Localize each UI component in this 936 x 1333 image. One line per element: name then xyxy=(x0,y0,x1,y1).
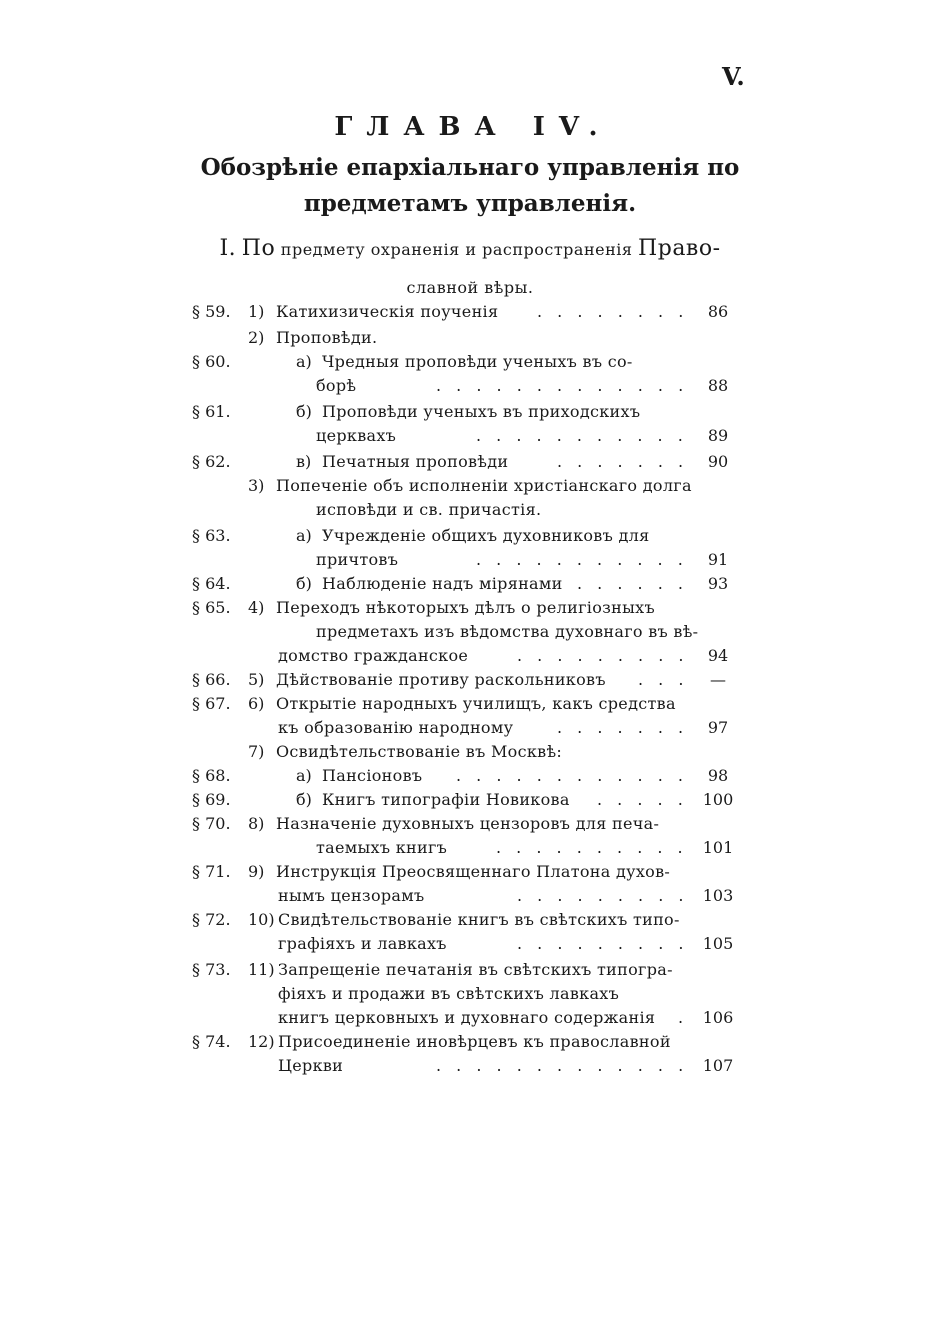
toc-row xyxy=(192,814,752,840)
toc-row xyxy=(192,742,752,768)
toc-item-text: графіяхъ и лавкахъ xyxy=(278,934,447,953)
toc-section-number: § 70. xyxy=(192,814,231,833)
toc-row xyxy=(192,1008,752,1034)
section-number: I. xyxy=(219,236,237,261)
toc-section-number: § 60. xyxy=(192,352,231,371)
toc-item-text: Проповѣди. xyxy=(276,328,378,347)
toc-row xyxy=(192,328,752,354)
toc-item-number: б) xyxy=(296,574,312,593)
toc-row xyxy=(192,526,752,552)
toc-row xyxy=(192,670,752,696)
toc-row xyxy=(192,862,752,888)
toc-item-text: Печатныя проповѣди xyxy=(322,452,509,471)
toc-item-text: Наблюденіе надъ мірянами xyxy=(322,574,563,593)
toc-leader-dots: . . . . . . . . . xyxy=(517,646,689,665)
toc-item-text: Попеченіе объ исполненіи христіанскаго долга xyxy=(276,476,692,495)
toc-row xyxy=(192,910,752,936)
toc-item-number: 12) xyxy=(248,1032,275,1051)
toc-row xyxy=(192,622,752,648)
toc-leader-dots: . . . xyxy=(638,670,689,689)
toc-section-number: § 65. xyxy=(192,598,231,617)
toc-item-text: фіяхъ и продажи въ свѣтскихъ лавкахъ xyxy=(278,984,620,1003)
toc-section-number: § 63. xyxy=(192,526,231,545)
toc-item-text: Открытіе народныхъ училищъ, какъ средства xyxy=(276,694,676,713)
toc-row xyxy=(192,1032,752,1058)
toc-leader-dots: . . . . . . . xyxy=(557,452,689,471)
toc-item-text: Катихизическія поученія xyxy=(276,302,499,321)
toc-page-number: 106 xyxy=(702,1008,734,1027)
toc-item-number: 1) xyxy=(248,302,265,321)
toc-item-text: исповѣди и св. причастія. xyxy=(316,500,542,519)
toc-item-number: а) xyxy=(296,526,312,545)
toc-section-number: § 73. xyxy=(192,960,231,979)
toc-item-text: Дѣйствованіе противу раскольниковъ xyxy=(276,670,606,689)
toc-section-number: § 69. xyxy=(192,790,231,809)
toc-item-number: а) xyxy=(296,352,312,371)
toc-row xyxy=(192,598,752,624)
toc-item-text: книгъ церковныхъ и духовнаго содержанія xyxy=(278,1008,656,1027)
section-last-word: Право- xyxy=(638,236,721,261)
page-title xyxy=(180,150,760,222)
toc-item-text: Проповѣди ученыхъ въ приходскихъ xyxy=(322,402,641,421)
toc-leader-dots: . . . . . . . . xyxy=(537,302,689,321)
toc-item-number: 6) xyxy=(248,694,265,713)
toc-page-number: 100 xyxy=(702,790,734,809)
section-line-1: предмету охраненія и распространенія xyxy=(280,240,633,259)
toc-row xyxy=(192,838,752,864)
toc-item-text: Освидѣтельствованіе въ Москвѣ: xyxy=(276,742,563,761)
toc-item-text: Церкви xyxy=(278,1056,344,1075)
toc-row xyxy=(192,790,752,816)
toc-row xyxy=(192,352,752,378)
toc-item-text: Учрежденіе общихъ духовниковъ для xyxy=(322,526,650,545)
toc-item-number: 9) xyxy=(248,862,265,881)
toc-item-number: 5) xyxy=(248,670,265,689)
toc-leader-dots: . . . . . . . . . xyxy=(517,886,689,905)
toc-item-number: а) xyxy=(296,766,312,785)
toc-item-number: 8) xyxy=(248,814,265,833)
toc-section-number: § 67. xyxy=(192,694,231,713)
toc-page-number: 97 xyxy=(707,718,729,737)
toc-row xyxy=(192,500,752,526)
toc-row xyxy=(192,476,752,502)
toc-page-number: 89 xyxy=(707,426,729,445)
toc-leader-dots: . . . . . . . . . . . xyxy=(476,426,688,445)
toc-page-number: 91 xyxy=(707,550,729,569)
toc-row xyxy=(192,984,752,1010)
toc-section-number: § 66. xyxy=(192,670,231,689)
toc-leader-dots: . . . . . . . xyxy=(557,718,689,737)
toc-section-number: § 61. xyxy=(192,402,231,421)
toc-page-number: 101 xyxy=(702,838,734,857)
title-line-1: Обозрѣніе епархіальнаго управленія по xyxy=(200,154,740,181)
toc-row xyxy=(192,550,752,576)
toc-item-number: в) xyxy=(296,452,312,471)
toc-leader-dots: . . . . . . . . . xyxy=(517,934,689,953)
toc-item-text: Запрещеніе печатанія въ свѣтскихъ типогра- xyxy=(278,960,673,979)
toc-item-text: Свидѣтельствованіе книгъ въ свѣтскихъ типо- xyxy=(278,910,680,929)
toc-section-number: § 59. xyxy=(192,302,231,321)
title-line-2: предметамъ управленія. xyxy=(303,190,637,217)
toc-row xyxy=(192,766,752,792)
toc-page-number: — xyxy=(710,670,726,689)
toc-row xyxy=(192,376,752,402)
toc-row xyxy=(192,452,752,478)
toc-item-number: б) xyxy=(296,402,312,421)
chapter-heading: ГЛАВА IV. xyxy=(334,112,612,142)
toc-row xyxy=(192,574,752,600)
toc-section-number: § 71. xyxy=(192,862,231,881)
toc-item-number: 3) xyxy=(248,476,265,495)
section-first-word: По xyxy=(241,236,276,261)
toc-item-text: причтовъ xyxy=(316,550,399,569)
toc-leader-dots: . . . . . . . . . . . xyxy=(476,550,688,569)
toc-page-number: 90 xyxy=(707,452,729,471)
toc-section-number: § 64. xyxy=(192,574,231,593)
toc-leader-dots: . . . . . . . . . . . . . xyxy=(436,376,689,395)
section-line-2: славной вѣры. xyxy=(406,278,534,297)
toc-leader-dots: . . . . . xyxy=(597,790,688,809)
toc-page-number: 103 xyxy=(702,886,734,905)
toc-item-number: 4) xyxy=(248,598,265,617)
toc-leader-dots: . xyxy=(678,1008,689,1027)
toc-row xyxy=(192,960,752,986)
toc-item-text: Присоединеніе иновѣрцевъ къ православной xyxy=(278,1032,671,1051)
toc-row xyxy=(192,694,752,720)
toc-page-number: 88 xyxy=(707,376,729,395)
toc-item-text: Переходъ нѣкоторыхъ дѣлъ о религіозныхъ xyxy=(276,598,655,617)
toc-row xyxy=(192,426,752,452)
page-number: V. xyxy=(722,62,745,91)
toc-item-text: къ образованію народному xyxy=(278,718,514,737)
toc-page-number: 105 xyxy=(702,934,734,953)
toc-section-number: § 74. xyxy=(192,1032,231,1051)
toc-page-number: 94 xyxy=(707,646,729,665)
toc-item-text: предметахъ изъ вѣдомства духовнаго въ вѣ- xyxy=(316,622,699,641)
toc-page-number: 107 xyxy=(702,1056,734,1075)
toc-item-text: таемыхъ книгъ xyxy=(316,838,448,857)
toc-item-number: 2) xyxy=(248,328,265,347)
toc-leader-dots: . . . . . . . . . . . . . xyxy=(436,1056,689,1075)
toc-item-text: Чредныя проповѣди ученыхъ въ со- xyxy=(322,352,633,371)
toc-item-number: 11) xyxy=(248,960,275,979)
toc-row xyxy=(192,934,752,960)
toc-section-number: § 72. xyxy=(192,910,231,929)
toc-row xyxy=(192,1056,752,1082)
toc-item-text: Инструкція Преосвященнаго Платона духов- xyxy=(276,862,671,881)
toc-item-text: Книгъ типографіи Новикова xyxy=(322,790,570,809)
toc-item-text: домство гражданское xyxy=(278,646,469,665)
toc-row xyxy=(192,718,752,744)
toc-item-text: Назначеніе духовныхъ цензоровъ для печа- xyxy=(276,814,660,833)
toc-item-number: б) xyxy=(296,790,312,809)
toc-item-number: 10) xyxy=(248,910,275,929)
toc-leader-dots: . . . . . . xyxy=(577,574,688,593)
toc-leader-dots: . . . . . . . . . . . . xyxy=(456,766,688,785)
toc-item-text: борѣ xyxy=(316,376,357,395)
toc-row xyxy=(192,402,752,428)
toc-item-text: Пансіоновъ xyxy=(322,766,423,785)
toc-row xyxy=(192,886,752,912)
section-heading xyxy=(180,230,760,307)
toc-row xyxy=(192,646,752,672)
toc-section-number: § 68. xyxy=(192,766,231,785)
toc-page-number: 86 xyxy=(707,302,729,321)
toc-item-text: нымъ цензорамъ xyxy=(278,886,425,905)
toc-leader-dots: . . . . . . . . . . xyxy=(496,838,688,857)
toc-item-number: 7) xyxy=(248,742,265,761)
toc-row xyxy=(192,302,752,328)
toc-section-number: § 62. xyxy=(192,452,231,471)
toc-page-number: 93 xyxy=(707,574,729,593)
toc-item-text: церквахъ xyxy=(316,426,397,445)
toc-page-number: 98 xyxy=(707,766,729,785)
